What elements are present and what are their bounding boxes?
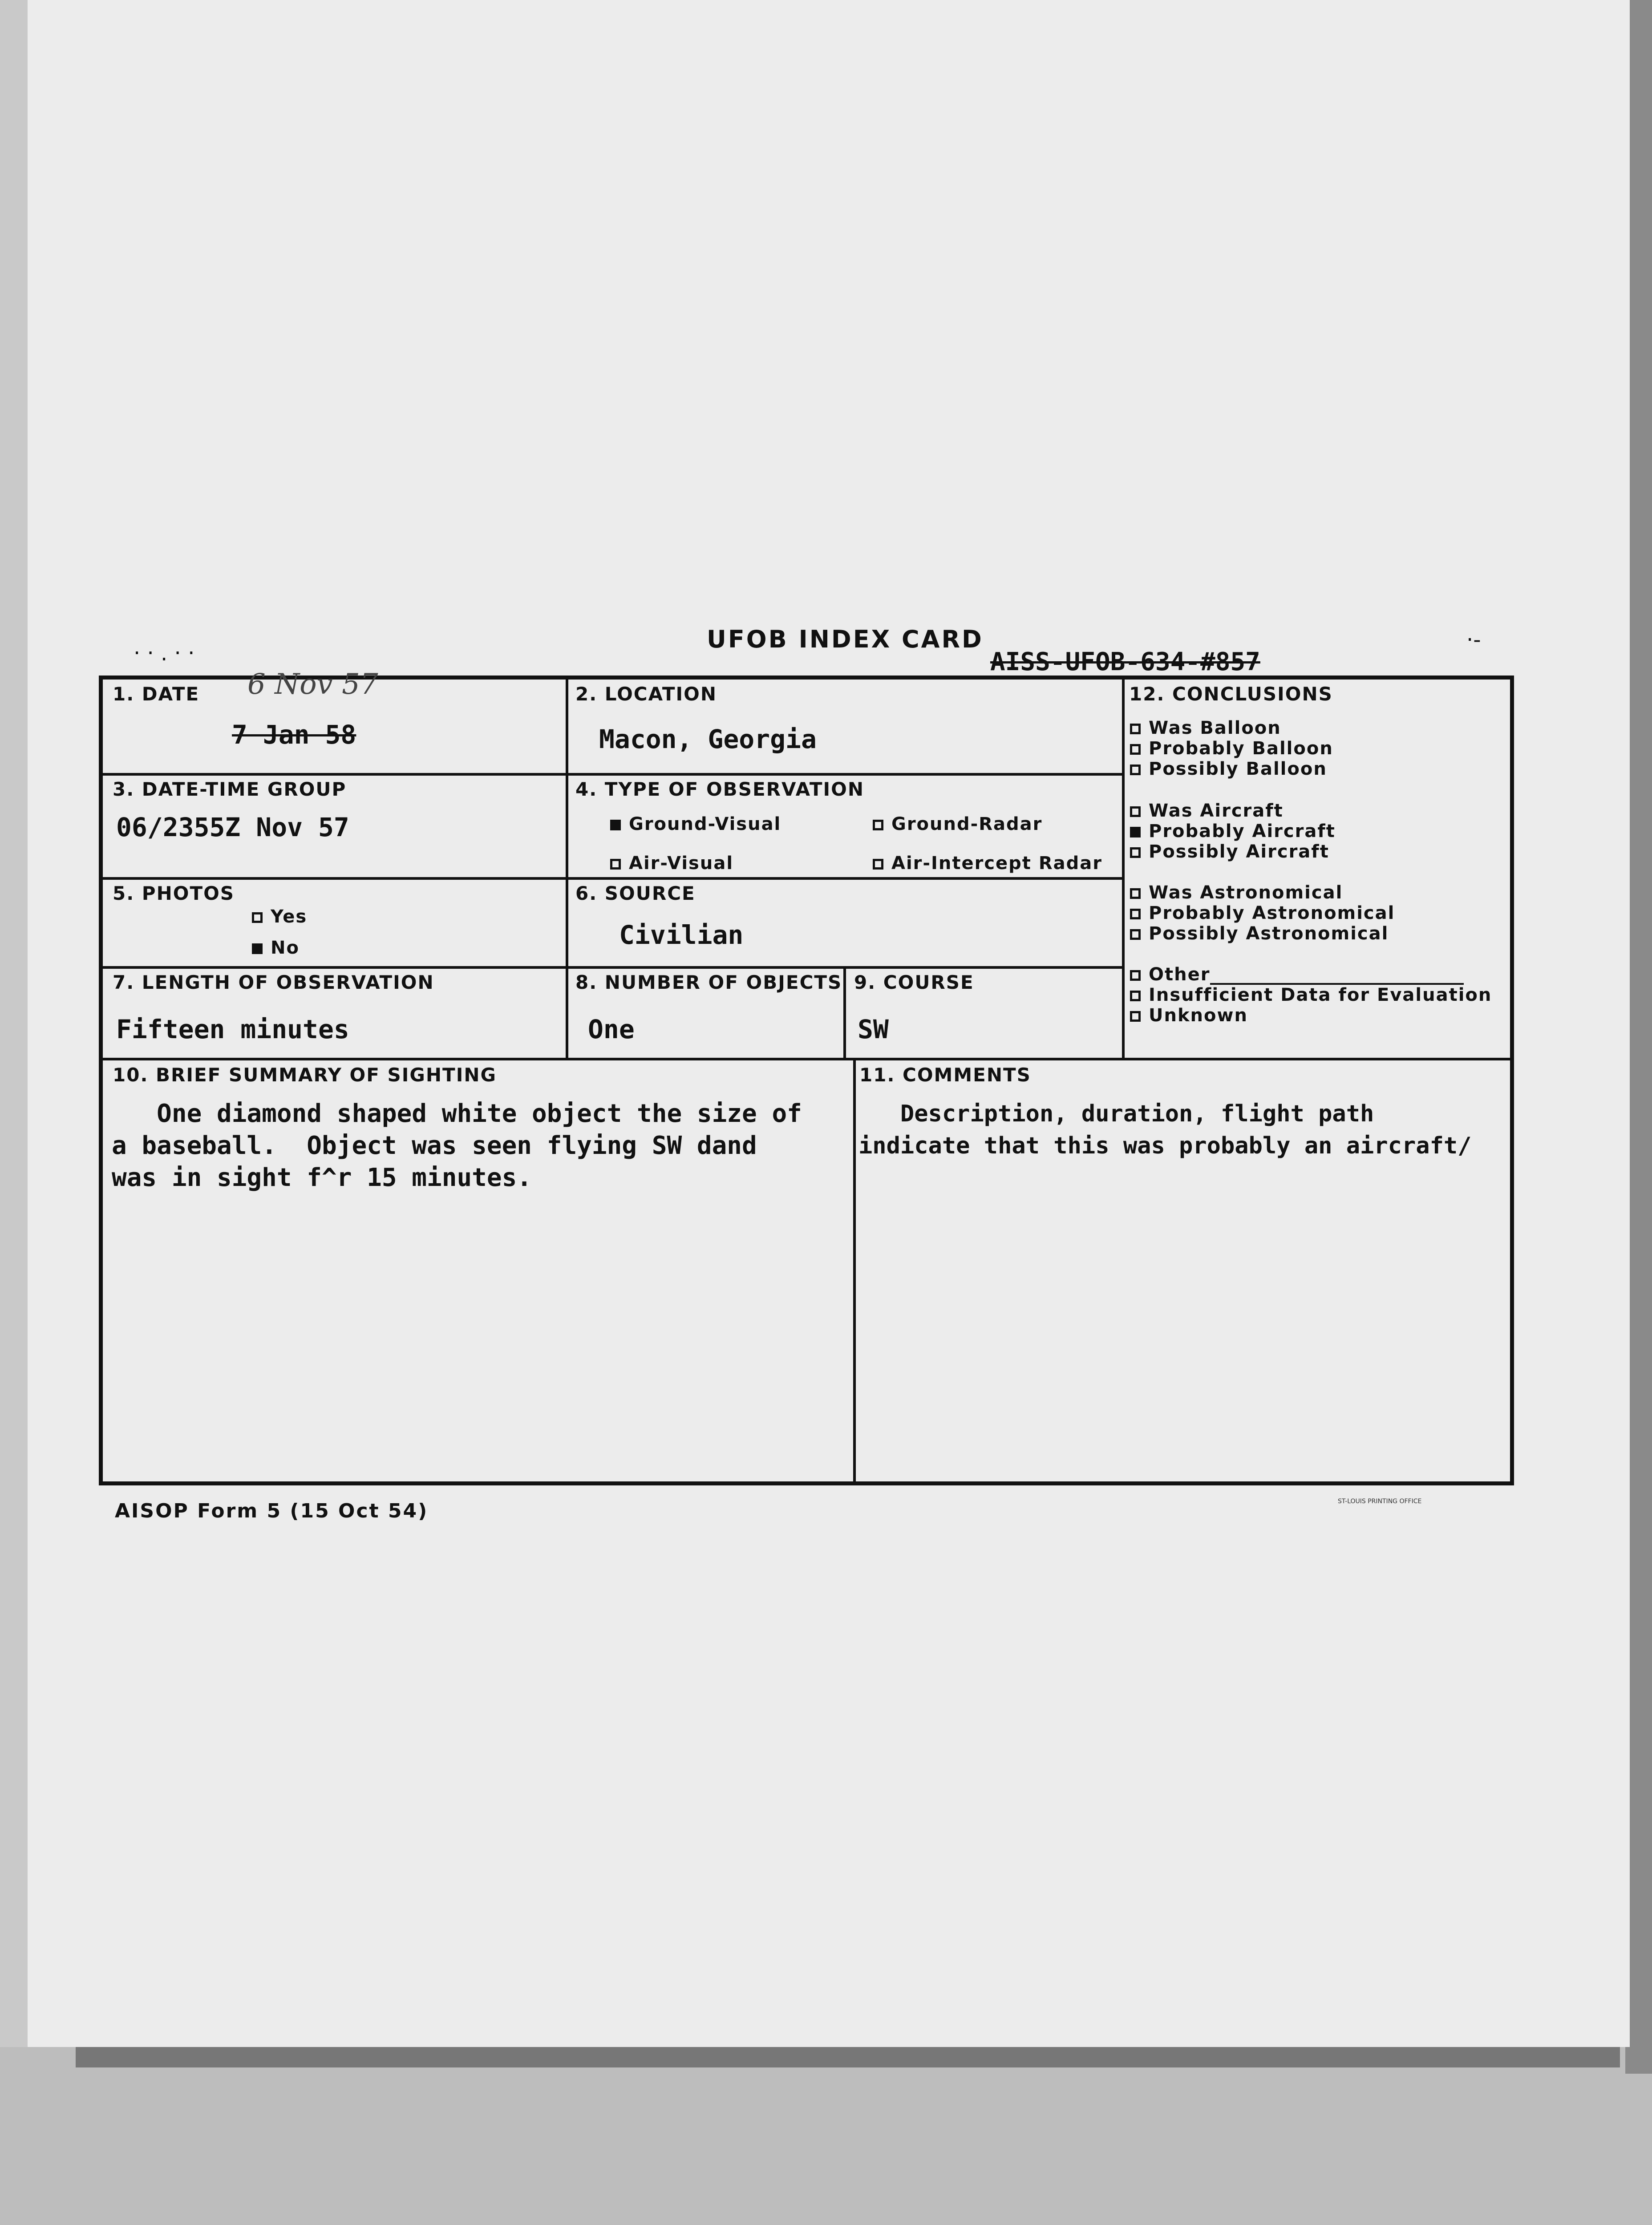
dtg-label: 3. DATE-TIME GROUP (113, 778, 347, 800)
conclusion-possibly-aircraft: Possibly Aircraft (1130, 841, 1329, 862)
conclusion-unknown: Unknown (1130, 1005, 1248, 1026)
checkbox (1130, 744, 1141, 755)
checkbox (1130, 765, 1141, 775)
comments-line: Description, duration, flight path (858, 1100, 1374, 1127)
date-label: 1. DATE (113, 683, 200, 705)
option-air-visual: Air-Visual (610, 853, 733, 874)
checkbox-checked (1130, 827, 1141, 837)
conclusion-probably-astronomical: Probably Astronomical (1130, 903, 1395, 923)
summary-line: a baseball. Object was seen flying SW dand (112, 1131, 757, 1160)
case-number: AISS-UFOB-634-#857 (990, 647, 1260, 676)
objects-label: 8. NUMBER OF OBJECTS (575, 971, 842, 993)
card-title: UFOB INDEX CARD (707, 625, 984, 653)
length-label: 7. LENGTH OF OBSERVATION (113, 971, 434, 993)
checkbox (610, 859, 621, 870)
conclusion-possibly-balloon: Possibly Balloon (1130, 759, 1327, 779)
conclusion-probably-balloon: Probably Balloon (1130, 738, 1333, 759)
location-label: 2. LOCATION (575, 683, 717, 705)
source-value: Civilian (619, 920, 744, 950)
course-value: SW (858, 1014, 889, 1044)
grid-line (103, 1058, 1510, 1060)
length-value: Fifteen minutes (116, 1014, 349, 1044)
checkbox (1130, 888, 1141, 899)
comments-label: 11. COMMENTS (859, 1064, 1031, 1086)
checkbox (1130, 806, 1141, 817)
checkbox (873, 859, 883, 870)
grid-line (853, 1058, 856, 1481)
grid-line (103, 877, 1122, 880)
grid-line (843, 966, 846, 1058)
date-handwritten: 6 Nov 57 (247, 668, 378, 701)
photos-label: 5. PHOTOS (113, 882, 235, 904)
grid-line (103, 966, 1122, 969)
location-value: Macon, Georgia (599, 724, 817, 754)
course-label: 9. COURSE (854, 971, 974, 993)
checkbox (1130, 970, 1141, 981)
option-ground-visual: Ground-Visual (610, 814, 781, 834)
checkbox-checked (610, 820, 621, 830)
source-label: 6. SOURCE (575, 882, 696, 904)
grid-line (1122, 680, 1125, 1058)
comments-text (858, 1098, 1472, 1162)
paper-shadow (76, 2047, 1620, 2067)
observation-type-label: 4. TYPE OF OBSERVATION (575, 778, 865, 800)
conclusions-label: 12. CONCLUSIONS (1129, 683, 1333, 705)
option-air-intercept-radar: Air-Intercept Radar (873, 853, 1102, 874)
summary-label: 10. BRIEF SUMMARY OF SIGHTING (113, 1064, 497, 1086)
printer-mark: ST-LOUIS PRINTING OFFICE (1338, 1498, 1422, 1505)
index-card (99, 668, 1514, 1485)
form-id: AISOP Form 5 (15 Oct 54) (115, 1500, 429, 1522)
conclusion-probably-aircraft: Probably Aircraft (1130, 821, 1336, 841)
dtg-value: 06/2355Z Nov 57 (116, 812, 349, 842)
checkbox (873, 820, 883, 830)
checkbox (1130, 909, 1141, 919)
margin-marks: · · . · · (134, 641, 195, 666)
checkbox (1130, 929, 1141, 940)
conclusion-other: Other (1130, 964, 1464, 985)
margin-mark-right: ·- (1466, 627, 1481, 652)
summary-line: was in sight f^r 15 minutes. (112, 1163, 532, 1192)
checkbox (1130, 1011, 1141, 1022)
grid-line (566, 680, 568, 1058)
summary-text (112, 1098, 802, 1194)
checkbox-checked (252, 943, 263, 954)
scan-background (0, 2047, 1652, 2225)
comments-line: indicate that this was probably an aircraft/ (858, 1133, 1472, 1159)
summary-line: One diamond shaped white object the size of (112, 1099, 802, 1128)
conclusion-was-aircraft: Was Aircraft (1130, 801, 1284, 821)
conclusion-insufficient-data: Insufficient Data for Evaluation (1130, 985, 1492, 1005)
checkbox (1130, 847, 1141, 858)
conclusion-possibly-astronomical: Possibly Astronomical (1130, 923, 1389, 944)
conclusion-was-balloon: Was Balloon (1130, 718, 1281, 738)
option-ground-radar: Ground-Radar (873, 814, 1042, 834)
objects-value: One (588, 1014, 635, 1044)
conclusion-was-astronomical: Was Astronomical (1130, 882, 1343, 903)
checkbox (1130, 724, 1141, 734)
checkbox (1130, 991, 1141, 1001)
photos-no: No (252, 938, 300, 958)
date-value: 7 Jan 58 (232, 720, 356, 750)
photos-yes: Yes (252, 906, 307, 927)
grid-line (103, 773, 1122, 776)
checkbox (252, 912, 263, 923)
